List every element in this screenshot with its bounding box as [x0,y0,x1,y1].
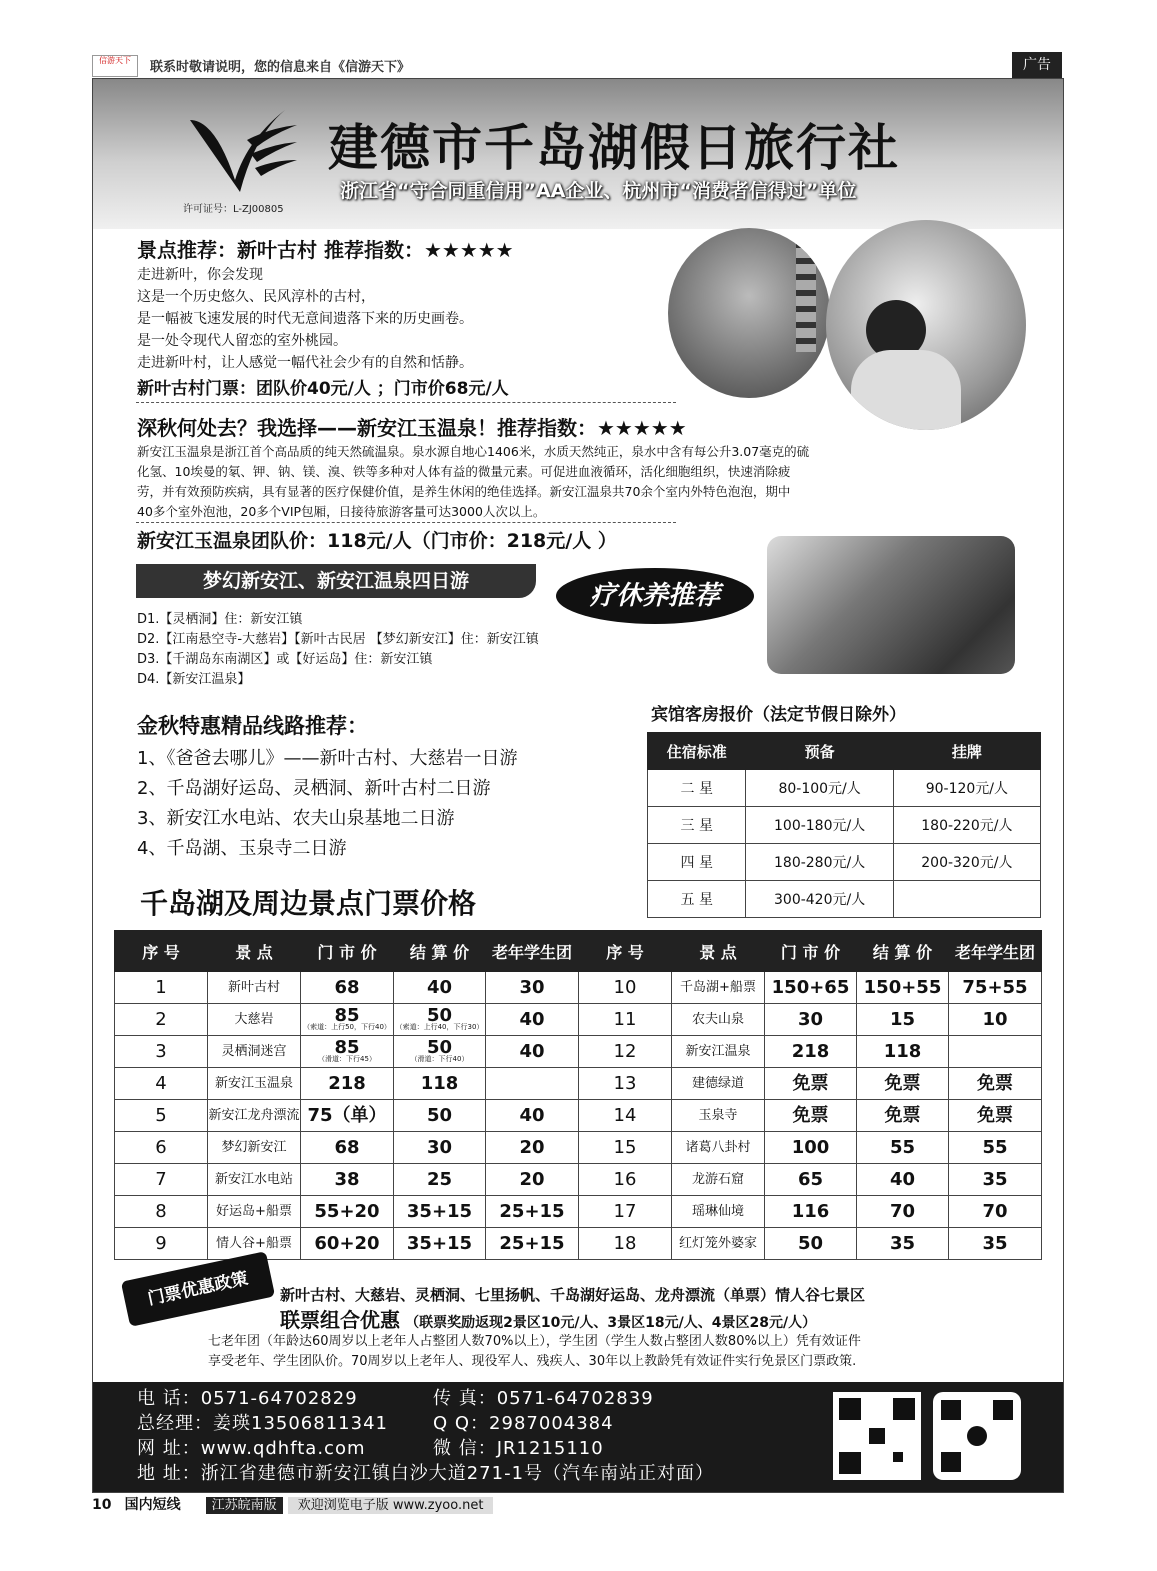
hot-spring-photo [826,220,1026,430]
table-row [115,1100,1042,1132]
cell-value: 10 [613,977,637,998]
cell-value: 25 [426,1169,453,1190]
table-cell: 180-220元/人 [893,807,1040,844]
cell-note: （滑道：下行45） [318,1055,376,1063]
cell-value: 4 [155,1073,167,1094]
cell-value: 新安江玉温泉 [214,1076,293,1091]
cell-note: （索道：上行40，下行30） [395,1023,484,1031]
cell-value: 65 [797,1169,824,1190]
table-cell [486,1004,579,1036]
qq-number: Q Q：2987004384 [433,1413,614,1434]
route-item: 4、千岛湖、玉泉寺二日游 [137,838,347,859]
column-header: 预备 [746,733,893,770]
table-cell [115,972,208,1004]
table-cell [949,1196,1042,1228]
qr-code-icon [833,1392,921,1480]
table-cell [486,1228,579,1260]
table-cell [893,881,1040,918]
cell-value: 11 [613,1009,637,1030]
spot1-price: 新叶古村门票：团队价40元/人 ；门市价68元/人 [137,379,509,399]
column-header: 景 点 [672,931,765,972]
table-cell [765,1036,857,1068]
page-number: 10 [92,1497,112,1513]
cell-value: 118 [883,1041,922,1062]
spot2-line: 化氢、10埃曼的氡、钾、钠、镁、溴、铁等多种对人体有益的微量元素。可促进血液循环，活化细胞组织，快速消除疲 [137,464,791,479]
column-header: 序 号 [579,931,672,972]
table-cell [486,1196,579,1228]
cell-value: 免票 [792,1073,829,1094]
spot1-line: 走进新叶，你会发现 [137,267,263,283]
cell-value: 218 [328,1073,366,1094]
policy-notes [208,1332,861,1372]
combo-title: 联票组合优惠 [280,1308,400,1332]
cell-value: 梦幻新安江 [221,1140,287,1155]
column-header: 门 市 价 [765,931,857,972]
table-cell [115,1004,208,1036]
table-cell [765,1004,857,1036]
cell-value: 150+65 [771,977,850,998]
cell-value: 30 [426,1137,453,1158]
spot2-line: 40多个室外泡池，20多个VIP包厢，日接待旅游客量可达3000人次以上。 [137,504,546,519]
table-cell [301,1228,394,1260]
cell-value: 7 [155,1169,167,1190]
top-notice-bar [92,52,632,78]
tour-title: 梦幻新安江、新安江温泉四日游 [136,564,536,598]
cell-value: 40 [889,1169,916,1190]
cell-value: 16 [613,1169,637,1190]
itinerary-day: D2.【江南悬空寺-大慈岩】【新叶古民居 【梦幻新安江】住：新安江镇 [137,632,539,647]
cell-value: 12 [613,1041,637,1062]
cell-value: 20 [519,1137,545,1158]
spot1-title: 景点推荐：新叶古村 推荐指数：★★★★★ [137,238,514,262]
table-cell [301,1196,394,1228]
table-cell [115,1100,208,1132]
table-cell [949,1004,1042,1036]
cell-value: 免票 [977,1105,1013,1126]
cell-value: 68 [334,977,360,998]
cell-value: 118 [420,1073,459,1094]
license-number: 许可证号：L-ZJ00805 [183,204,284,215]
cell-value: 100 [791,1137,830,1158]
scenic-name-cell [208,1036,301,1068]
cell-value: 35+15 [406,1201,473,1222]
cell-value: 40 [519,1041,545,1062]
table-cell: 五 星 [648,881,746,918]
table-cell [301,1164,394,1196]
spot2-title: 深秋何处去？我选择——新安江玉温泉！推荐指数：★★★★★ [137,416,687,440]
cell-value: 新安江温泉 [685,1044,751,1059]
agency-logo-icon [185,100,300,195]
combo-detail: （联票奖励返现2景区10元/人、3景区18元/人、4景区28元/人） [405,1315,817,1331]
cell-note: （索道：上行50，下行40） [303,1023,391,1031]
address: 地 址：浙江省建德市新安江镇白沙大道271-1号（汽车南站正对面） [137,1463,715,1484]
table-cell [857,1164,949,1196]
table-cell [857,1004,949,1036]
table-cell [949,1036,1042,1068]
table-cell: 80-100元/人 [746,770,893,807]
spot1-line: 走进新叶村，让人感觉一幅代社会少有的自然和恬静。 [137,355,473,371]
table-cell [765,1068,857,1100]
column-header: 老年学生团 [949,931,1042,972]
route-item: 1、《爸爸去哪儿》——新叶古村、大慈岩一日游 [137,748,518,769]
table-row [115,1004,1042,1036]
column-header: 结 算 价 [394,931,486,972]
table-cell [394,1068,486,1100]
cell-value: 6 [155,1137,167,1158]
table-cell [857,972,949,1004]
scenic-name-cell [208,1164,301,1196]
cell-value: 55+20 [314,1201,380,1222]
cell-value: 40 [426,977,453,998]
cell-value: 龙游石窟 [691,1172,744,1187]
column-header: 住宿标准 [648,733,746,770]
cell-value: 30 [519,977,545,998]
cell-value: 116 [791,1201,830,1222]
table-cell [486,1100,579,1132]
ad-label: 广告 [1012,52,1062,78]
manager-contact: 总经理：姜瑛13506811341 [137,1413,388,1434]
cell-value: 3 [155,1041,167,1062]
scenic-name-cell [672,1132,765,1164]
cell-value: 免票 [977,1073,1013,1094]
table-cell [301,1036,394,1068]
section-divider [136,522,676,523]
scenic-name-cell [672,1228,765,1260]
publication-logo: 信游天下 [92,55,138,77]
fax-number: 传 真：0571-64702839 [433,1388,654,1409]
scenic-name-cell [672,1004,765,1036]
table-header-row [648,733,1041,770]
contact-panel [93,1382,1063,1492]
table-cell [486,1132,579,1164]
scenic-name-cell [672,1036,765,1068]
table-row [115,1068,1042,1100]
table-cell [765,972,857,1004]
edition-label: 江苏皖南版 [206,1497,283,1514]
scenic-name-cell [208,1004,301,1036]
cell-value: 50 [426,1005,453,1026]
company-name: 建德市千岛湖假日旅行社 [328,118,900,177]
temple-cliff-photo [767,536,1015,674]
section-divider [136,402,676,403]
scenic-name-cell [208,1132,301,1164]
route-item: 3、新安江水电站、农夫山泉基地二日游 [137,808,455,829]
table-cell [949,1132,1042,1164]
cell-value: 150+55 [863,977,942,998]
table-cell [394,1004,486,1036]
cell-value: 70 [982,1201,1008,1222]
source-notice: 联系时敬请说明，您的信息来自《信游天下》 [150,60,411,75]
scenic-name-cell [208,1196,301,1228]
table-row [648,770,1041,807]
table-cell [857,1068,949,1100]
scenic-name-cell [208,1068,301,1100]
spot2-description [137,442,809,522]
table-cell [115,1132,208,1164]
table-cell [301,1068,394,1100]
table-cell [579,1196,672,1228]
table-cell [115,1228,208,1260]
recommend-badge: 疗休养推荐 [556,568,754,624]
spot2-line: 劳，并有效预防疾病，具有显著的医疗保健价值，是养生休闲的绝佳选择。新安江温泉共70余个室内外特色泡泡，期中 [137,484,791,499]
cell-value: 新叶古村 [227,980,280,995]
scenic-name-cell [672,1068,765,1100]
table-row [648,807,1041,844]
tour-itinerary [137,610,539,690]
table-row [648,881,1041,918]
column-header: 结 算 价 [857,931,949,972]
ticket-price-table [114,930,1042,1260]
table-cell: 90-120元/人 [893,770,1040,807]
section-name: 国内短线 [124,1497,181,1513]
cell-value: 免票 [884,1073,921,1094]
cell-value: 50 [797,1233,824,1254]
cell-value: 35 [982,1233,1008,1254]
cell-value: 30 [797,1009,824,1030]
table-cell [949,972,1042,1004]
table-cell [301,1004,394,1036]
table-cell [765,1164,857,1196]
table-cell [857,1100,949,1132]
phone-number: 电 话：0571-64702829 [137,1388,358,1409]
cell-value: 新安江龙舟漂流 [208,1108,300,1123]
cell-value: 9 [155,1233,167,1254]
cell-value: 玉泉寺 [698,1108,738,1123]
footer-website[interactable]: 欢迎浏览电子版 www.zyoo.net [288,1497,494,1514]
wechat-id: 微 信：JR1215110 [433,1438,604,1459]
cell-value: 35 [889,1233,916,1254]
cell-value: 8 [155,1201,167,1222]
table-cell [579,1132,672,1164]
table-cell [301,1100,394,1132]
spot1-description [137,264,473,374]
scenic-name-cell [208,972,301,1004]
spot2-line: 新安江玉温泉是浙江首个高品质的纯天然硫温泉。泉水源自地心1406米，水质天然纯正，泉水中含有每公升3.07毫克的硫 [137,444,810,459]
table-cell [486,1036,579,1068]
routes-title: 金秋特惠精品线路推荐： [137,714,368,738]
page-footer [92,1494,493,1516]
table-cell [857,1196,949,1228]
table-row [115,1164,1042,1196]
table-cell [115,1164,208,1196]
routes-list [137,744,517,864]
spot2-price: 新安江玉温泉团队价：118元/人（门市价：218元/人 ） [137,530,617,552]
column-header: 门 市 价 [301,931,394,972]
table-cell [394,1164,486,1196]
table-cell [486,1068,579,1100]
table-cell [394,1132,486,1164]
cell-value: 40 [519,1009,545,1030]
policy-combo [280,1304,816,1333]
cell-value: 免票 [792,1105,829,1126]
cell-value: 75+55 [962,977,1028,998]
table-cell: 三 星 [648,807,746,844]
table-cell [857,1132,949,1164]
policy-note-line: 七老年团（年龄达60周岁以上老年人占整团人数70%以上），学生团（学生人数占整团人数80%以上）凭有效证件 [208,1334,861,1349]
table-cell [115,1196,208,1228]
cell-value: 38 [334,1169,360,1190]
cell-value: 218 [791,1041,830,1062]
cell-value: 建德绿道 [691,1076,744,1091]
cell-value: 瑶琳仙境 [691,1204,744,1219]
cell-value: 红灯笼外婆家 [678,1236,757,1251]
table-cell [115,1068,208,1100]
itinerary-day: D4.【新安江温泉】 [137,672,251,687]
cell-value: 17 [613,1201,637,1222]
cell-value: 千岛湖+船票 [680,980,756,995]
cell-value: 灵栖洞迷宫 [221,1044,287,1059]
cell-value: 10 [982,1009,1008,1030]
cell-value: 5 [155,1105,167,1126]
spot1-line: 是一处令现代人留恋的室外桃园。 [137,333,347,349]
table-cell: 100-180元/人 [746,807,893,844]
table-cell [949,1228,1042,1260]
cell-value: 85 [334,1037,360,1058]
cell-value: 25+15 [499,1201,565,1222]
cell-value: 大慈岩 [234,1012,274,1027]
table-cell [949,1068,1042,1100]
route-item: 2、千岛湖好运岛、灵栖洞、新叶古村二日游 [137,778,491,799]
table-cell [579,1228,672,1260]
cell-value: 15 [889,1009,916,1030]
wechat-qr-code-icon [933,1392,1021,1480]
scenic-name-cell [208,1100,301,1132]
table-cell [857,1036,949,1068]
website[interactable]: 网 址：www.qdhfta.com [137,1438,366,1459]
cell-note: （滑道：下行40） [410,1055,469,1063]
table-cell [394,1100,486,1132]
table-cell [765,1132,857,1164]
scenic-name-cell [672,1196,765,1228]
table-cell [765,1228,857,1260]
spot1-line: 是一幅被飞速发展的时代无意间遗落下来的历史画卷。 [137,311,473,327]
cell-value: 75（单） [307,1105,387,1126]
table-cell [301,972,394,1004]
cell-value: 50 [426,1037,453,1058]
table-cell [486,1164,579,1196]
cell-value: 15 [613,1137,637,1158]
column-header: 挂牌 [893,733,1040,770]
column-header: 老年学生团 [486,931,579,972]
cell-value: 新安江水电站 [214,1172,293,1187]
column-header: 景 点 [208,931,301,972]
table-row [115,1132,1042,1164]
cell-value: 50 [426,1105,453,1126]
village-photo [668,228,830,398]
cell-value: 免票 [884,1105,921,1126]
table-cell [949,1100,1042,1132]
table-cell [394,1196,486,1228]
cell-value: 35+15 [406,1233,473,1254]
column-header: 序 号 [115,931,208,972]
scenic-name-cell [672,972,765,1004]
cell-value: 20 [519,1169,545,1190]
table-row [115,972,1042,1004]
table-cell [579,1164,672,1196]
spot1-line: 这是一个历史悠久、民风淳朴的古村， [137,289,375,305]
table-cell [949,1164,1042,1196]
hotel-price-table [647,732,1041,918]
table-header-row [115,931,1042,972]
table-cell [301,1132,394,1164]
table-cell: 二 星 [648,770,746,807]
table-row [648,844,1041,881]
cell-value: 14 [613,1105,637,1126]
table-cell [579,1100,672,1132]
table-cell: 四 星 [648,844,746,881]
scenic-name-cell [672,1100,765,1132]
hotel-price-title: 宾馆客房报价（法定节假日除外） [651,705,906,725]
table-cell [394,972,486,1004]
cell-value: 13 [613,1073,637,1094]
cell-value: 情人谷+船票 [216,1236,292,1251]
table-row [115,1196,1042,1228]
cell-value: 85 [334,1005,360,1026]
cell-value: 70 [889,1201,916,1222]
table-cell [486,972,579,1004]
ticket-table-body [115,972,1042,1260]
ticket-price-title: 千岛湖及周边景点门票价格 [140,887,477,920]
table-cell [394,1228,486,1260]
cell-value: 农夫山泉 [691,1012,744,1027]
table-cell [115,1036,208,1068]
table-cell [394,1036,486,1068]
cell-value: 好运岛+船票 [216,1204,292,1219]
cell-value: 诸葛八卦村 [685,1140,751,1155]
cell-value: 2 [155,1009,167,1030]
cell-value: 55 [889,1137,916,1158]
policy-badge: 门票优惠政策 [121,1251,275,1327]
company-tagline: 浙江省“守合同重信用”AA企业、杭州市“消费者信得过”单位 [340,180,857,202]
cell-value: 25+15 [499,1233,565,1254]
table-cell: 300-420元/人 [746,881,893,918]
table-cell [765,1100,857,1132]
table-cell [579,1004,672,1036]
cell-value: 1 [155,977,167,998]
cell-value: 35 [982,1169,1008,1190]
cell-value: 40 [519,1105,545,1126]
table-cell: 200-320元/人 [893,844,1040,881]
table-cell [579,1036,672,1068]
table-cell [857,1228,949,1260]
cell-value: 68 [334,1137,360,1158]
cell-value: 18 [613,1233,637,1254]
cell-value: 55 [982,1137,1008,1158]
scenic-name-cell [672,1164,765,1196]
policy-scenic-list: 新叶古村、大慈岩、灵栖洞、七里扬帆、千岛湖好运岛、龙舟漂流（单票）情人谷七景区 [280,1286,866,1304]
cell-value: 60+20 [314,1233,380,1254]
table-cell [765,1196,857,1228]
table-row [115,1036,1042,1068]
policy-note-line: 享受老年、学生团队价。70周岁以上老年人、现役军人、残疾人、30年以上教龄凭有效证件实行免景区门票政策. [208,1354,857,1369]
itinerary-day: D3.【千湖岛东南湖区】或【好运岛】住：新安江镇 [137,652,433,667]
itinerary-day: D1.【灵栖洞】住：新安江镇 [137,612,303,627]
table-cell [579,972,672,1004]
table-cell: 180-280元/人 [746,844,893,881]
table-cell [579,1068,672,1100]
